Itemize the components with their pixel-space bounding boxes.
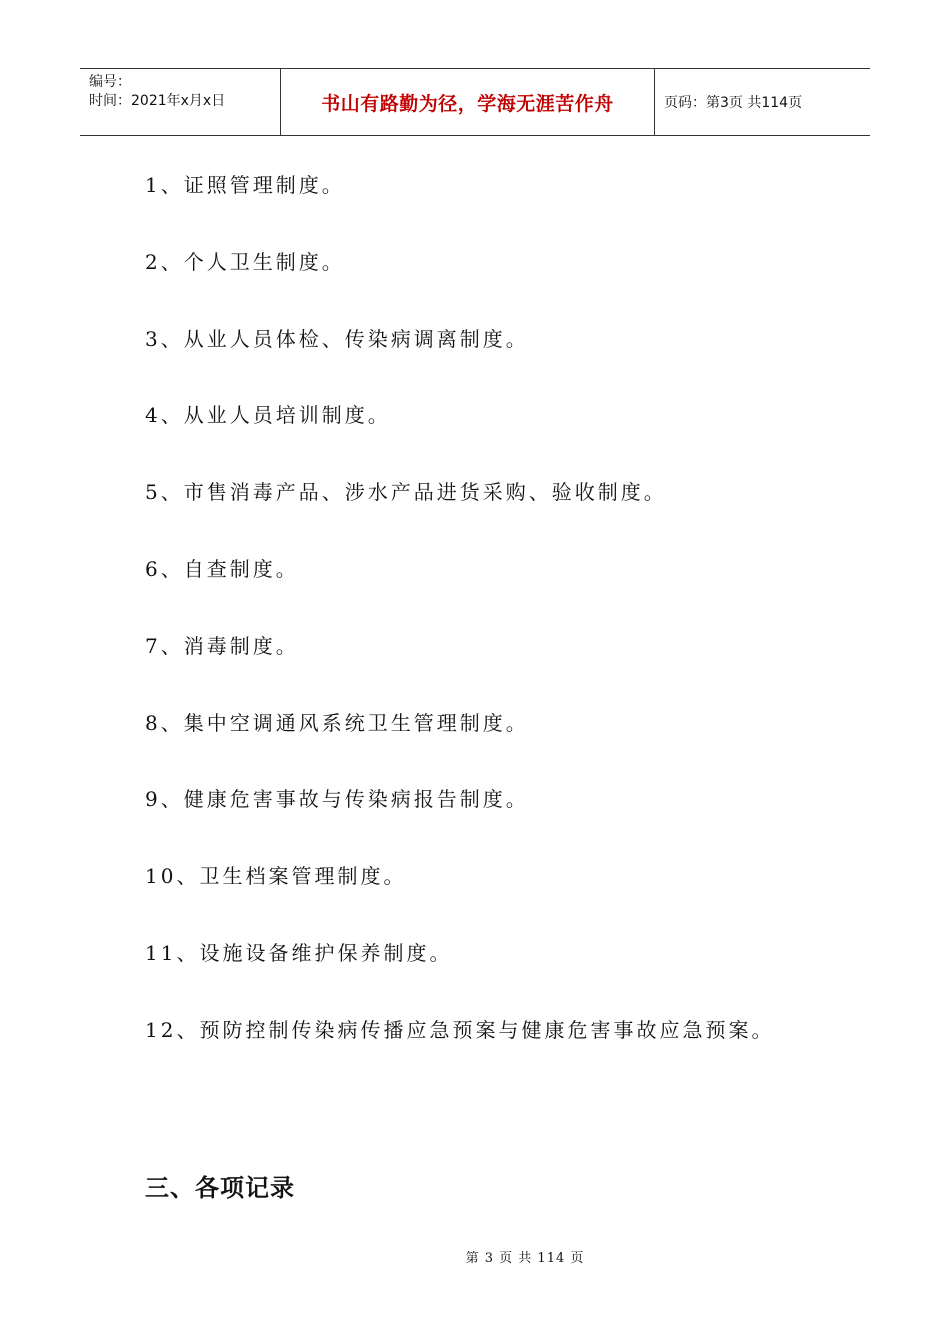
list-item: 1、证照管理制度。: [145, 173, 345, 197]
list-item: 11、设施设备维护保养制度。: [145, 940, 453, 965]
list-item: 12、预防控制传染病传播应急预案与健康危害事故应急预案。: [145, 1017, 775, 1042]
page-footer: 第 3 页 共 114 页: [465, 1251, 585, 1266]
list-item: 8、集中空调通风系统卫生管理制度。: [145, 710, 529, 735]
number-label: 编号：: [89, 74, 131, 90]
header-motto-cell: [281, 69, 655, 135]
list-item: 7、消毒制度。: [145, 633, 299, 658]
section-heading: 三、各项记录: [145, 1174, 295, 1202]
motto-text: 书山有路勤为径，学海无涯苦作舟: [321, 92, 614, 115]
list-item: 4、从业人员培训制度。: [145, 403, 391, 428]
list-item: 10、卫生档案管理制度。: [145, 864, 407, 889]
list-item: 2、个人卫生制度。: [145, 249, 345, 274]
regulation-list: [145, 167, 774, 1089]
header-meta-cell: [80, 69, 281, 135]
list-item: 9、健康危害事故与传染病报告制度。: [145, 787, 529, 812]
page-header: [80, 68, 870, 136]
list-item: 5、市售消毒产品、涉水产品进货采购、验收制度。: [145, 480, 667, 505]
header-page-cell: [655, 69, 870, 135]
list-item: 3、从业人员体检、传染病调离制度。: [145, 326, 529, 351]
page-info: 页码：第3页 共114页: [664, 95, 803, 111]
list-item: 6、自查制度。: [145, 556, 299, 581]
time-label: 时间：2021年x月x日: [89, 93, 226, 109]
